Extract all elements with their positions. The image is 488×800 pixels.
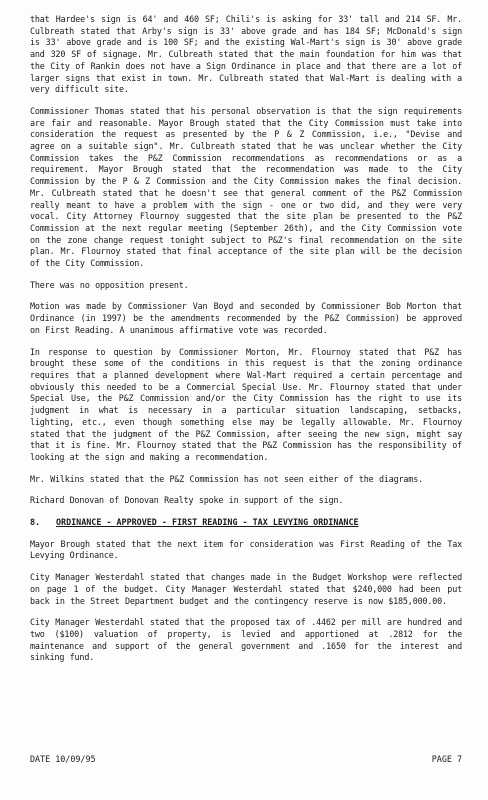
page-footer bbox=[30, 754, 462, 765]
paragraph-budget-changes: City Manager Westerdahl stated that changes made in the Budget Workshop were reflected on page 1 of the budget. City Manager Westerdahl stated that $240,000 had been put back in the Street Department budget and the contingency reserve is now $185,000.00. bbox=[30, 572, 462, 606]
paragraph-diagrams: Mr. Wilkins stated that the P&Z Commission has not seen either of the diagrams. bbox=[30, 473, 423, 484]
document-body bbox=[30, 14, 462, 674]
paragraph-no-opposition: There was no opposition present. bbox=[30, 279, 189, 290]
paragraph-motion: Motion was made by Commissioner Van Boyd and seconded by Commissioner Bob Morton that Ordinance (in 1997) be the amendments recommended by the P&Z Commission) be approved on First Reading. A unanimous affirmative vote was recorded. bbox=[30, 301, 462, 335]
paragraph-tax-rate: City Manager Westerdahl stated that the proposed tax of .4462 per mill are hundred and two ($100) valuation of property, is levied and apportioned at .2812 for the maintenance and support of the general government and .1650 for the interest and sinking fund. bbox=[30, 617, 462, 663]
section-heading bbox=[30, 517, 462, 529]
footer-date: DATE 10/09/95 bbox=[30, 754, 96, 764]
paragraph-sign-comparison: that Hardee's sign is 64' and 460 SF; Chili's is asking for 33' tall and 214 SF. Mr. Culbreath stated that Arby's sign is 33' above grade and has 184 SF; McDonald's sign is 33' above grade and is 100 SF; and the existing Wal-Mart's sign is 30' above grade and 320 SF of signage. Mr. Culbreath stated that the main foundation for him was that the City of Rankin does not have a Sign Ordinance in place and that there are a lot of larger signs that exist in town. Mr. Culbreath stated that Wal-Mart is dealing with a very difficult site. bbox=[30, 14, 462, 95]
paragraph-special-use: In response to question by Commissioner Morton, Mr. Flournoy stated that P&Z has brought these some of the conditions in this request is that the zoning ordinance requires that a planned development where Wal-Mart required a certain percentage and obviously this needed to be a Commercial Special Use. Mr. Flournoy stated that under Special Use, the P&Z Commission and/or the City Commission has the right to use its judgment in what is necessary in a particular situation landscaping, setbacks, lighting, etc., even though something else may be legally allowable. Mr. Flournoy stated that the judgment of the P&Z Commission, after seeing the new sign, might say that it is fine. Mr. Flournoy stated that the P&Z Commission has the responsibility of looking at the sign and making a recommendation. bbox=[30, 346, 462, 462]
section-number: 8. bbox=[30, 517, 41, 528]
footer-page-number: PAGE 7 bbox=[431, 754, 462, 764]
paragraph-tax-intro: Mayor Brough stated that the next item for consideration was First Reading of the Tax Levying Ordinance. bbox=[30, 538, 462, 561]
paragraph-commission-discussion: Commissioner Thomas stated that his personal observation is that the sign requirements are fair and reasonable. Mayor Brough stated that the City Commission must take into consideration the request as presented by the P & Z Commission, i.e., "Devise and agree on a suitable sign". Mr. Culbreath stated that he was unclear whether the City Commission takes the P&Z Commission recommendations as recommendations or as a requirement. Mayor Brough stated that the recommendation was made to the City Commission by the P & Z Commission and the City Commission makes the final decision. Mr. Culbreath stated that he doesn't see that general comment of the P&Z Commission really meant to have a problem with the sign - one or two did, and they were very vocal. City Attorney Flournoy suggested that the site plan be presented to the P&Z Commission at the next regular meeting (September 26th), and the City Commission vote on the zone change request tonight subject to P&Z's final recommendation on the site plan. Mr. Flournoy stated that final acceptance of the site plan will be the decision of the City Commission. bbox=[30, 105, 462, 269]
paragraph-support: Richard Donovan of Donovan Realty spoke in support of the sign. bbox=[30, 495, 344, 506]
section-title: ORDINANCE - APPROVED - FIRST READING - TAX LEVYING ORDINANCE bbox=[56, 517, 359, 528]
